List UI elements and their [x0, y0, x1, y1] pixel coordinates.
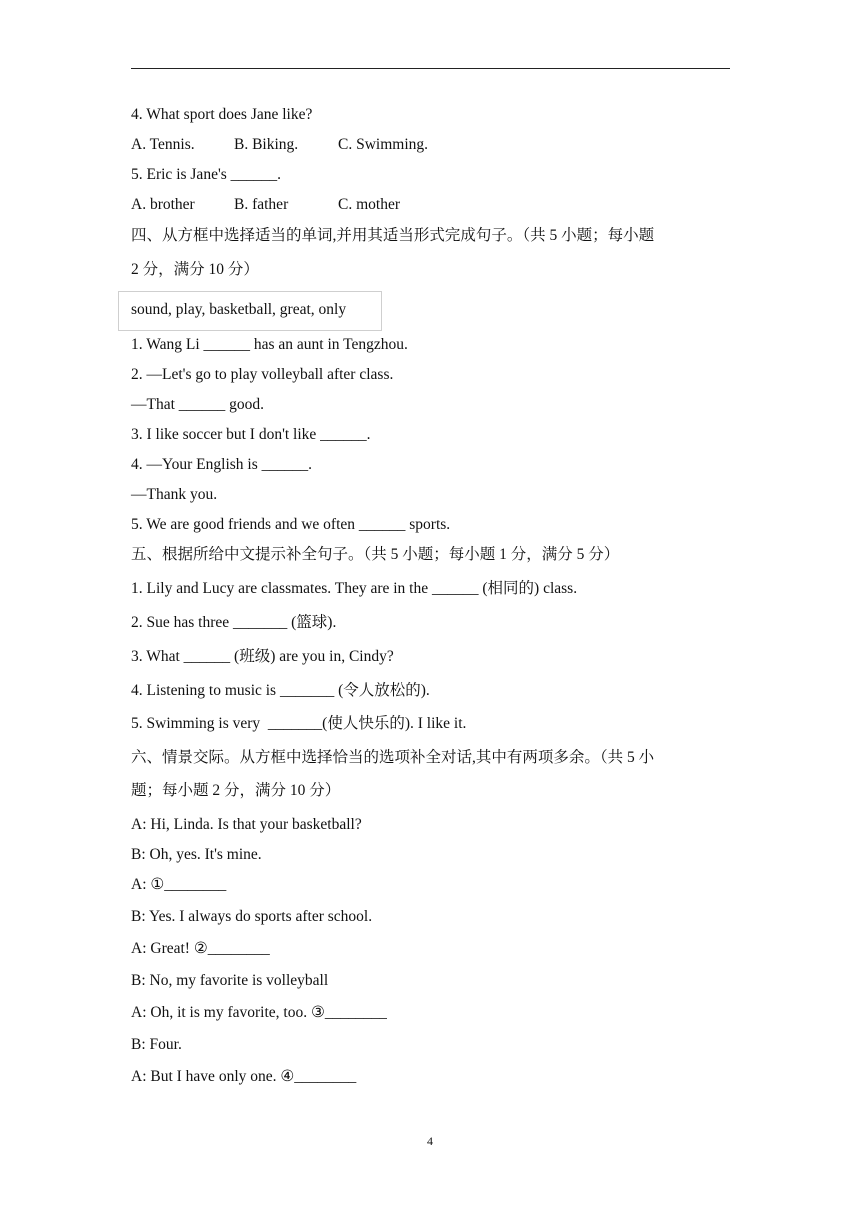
- question-5: 5. Eric is Jane's ______.: [131, 166, 282, 183]
- section6-heading: 六、情景交际。从方框中选择恰当的选项补全对话,其中有两项多余。（共 5 小: [131, 749, 655, 766]
- s4-item: 1. Wang Li ______ has an aunt in Tengzhou.: [131, 336, 408, 353]
- dialogue-line: B: Yes. I always do sports after school.: [131, 908, 373, 925]
- dialogue-line: B: Oh, yes. It's mine.: [131, 846, 262, 863]
- section5-heading: 五、根据所给中文提示补全句子。（共 5 小题；每小题 1 分，满分 5 分）: [131, 546, 620, 563]
- s5-item: 5. Swimming is very _______(使人快乐的). I like it.: [131, 715, 467, 732]
- s4-item: 3. I like soccer but I don't like ______.: [131, 426, 371, 443]
- s4-item: 4. —Your English is ______.: [131, 456, 313, 473]
- section4-heading-cont: 2 分，满分 10 分）: [131, 261, 259, 278]
- q5-option-c: C. mother: [338, 196, 400, 213]
- q4-option-c: C. Swimming.: [338, 136, 429, 153]
- s4-item: 5. We are good friends and we often ______ sports.: [131, 516, 451, 533]
- dialogue-line: B: No, my favorite is volleyball: [131, 972, 329, 989]
- dialogue-line: A: Hi, Linda. Is that your basketball?: [131, 816, 362, 833]
- s4-item: 2. —Let's go to play volleyball after class.: [131, 366, 394, 383]
- s5-item: 3. What ______ (班级) are you in, Cindy?: [131, 648, 394, 665]
- page-number: 4: [427, 1134, 433, 1148]
- section6-heading-cont: 题；每小题 2 分，满分 10 分）: [131, 782, 341, 799]
- dialogue-line: B: Four.: [131, 1036, 182, 1053]
- dialogue-line: A: Oh, it is my favorite, too. ③________: [131, 1004, 387, 1021]
- s5-item: 2. Sue has three _______ (篮球).: [131, 614, 337, 631]
- section4-heading: 四、从方框中选择适当的单词,并用其适当形式完成句子。（共 5 小题；每小题: [131, 227, 655, 244]
- s4-item: —That ______ good.: [131, 396, 265, 413]
- s4-item: —Thank you.: [131, 486, 218, 503]
- dialogue-line: A: Great! ②________: [131, 940, 270, 957]
- q4-option-a: A. Tennis.: [131, 136, 195, 153]
- q5-option-a: A. brother: [131, 196, 195, 213]
- word-box-text: sound, play, basketball, great, only: [131, 301, 347, 318]
- q5-option-b: B. father: [234, 196, 289, 213]
- q4-option-b: B. Biking.: [234, 136, 299, 153]
- s5-item: 4. Listening to music is _______ (令人放松的).: [131, 682, 430, 699]
- word-box: [118, 291, 382, 331]
- dialogue-line: A: But I have only one. ④________: [131, 1068, 357, 1085]
- header-rule: [131, 68, 730, 69]
- s5-item: 1. Lily and Lucy are classmates. They are in the ______ (相同的) class.: [131, 580, 578, 597]
- dialogue-line: A: ①________: [131, 876, 227, 893]
- question-4: 4. What sport does Jane like?: [131, 106, 313, 123]
